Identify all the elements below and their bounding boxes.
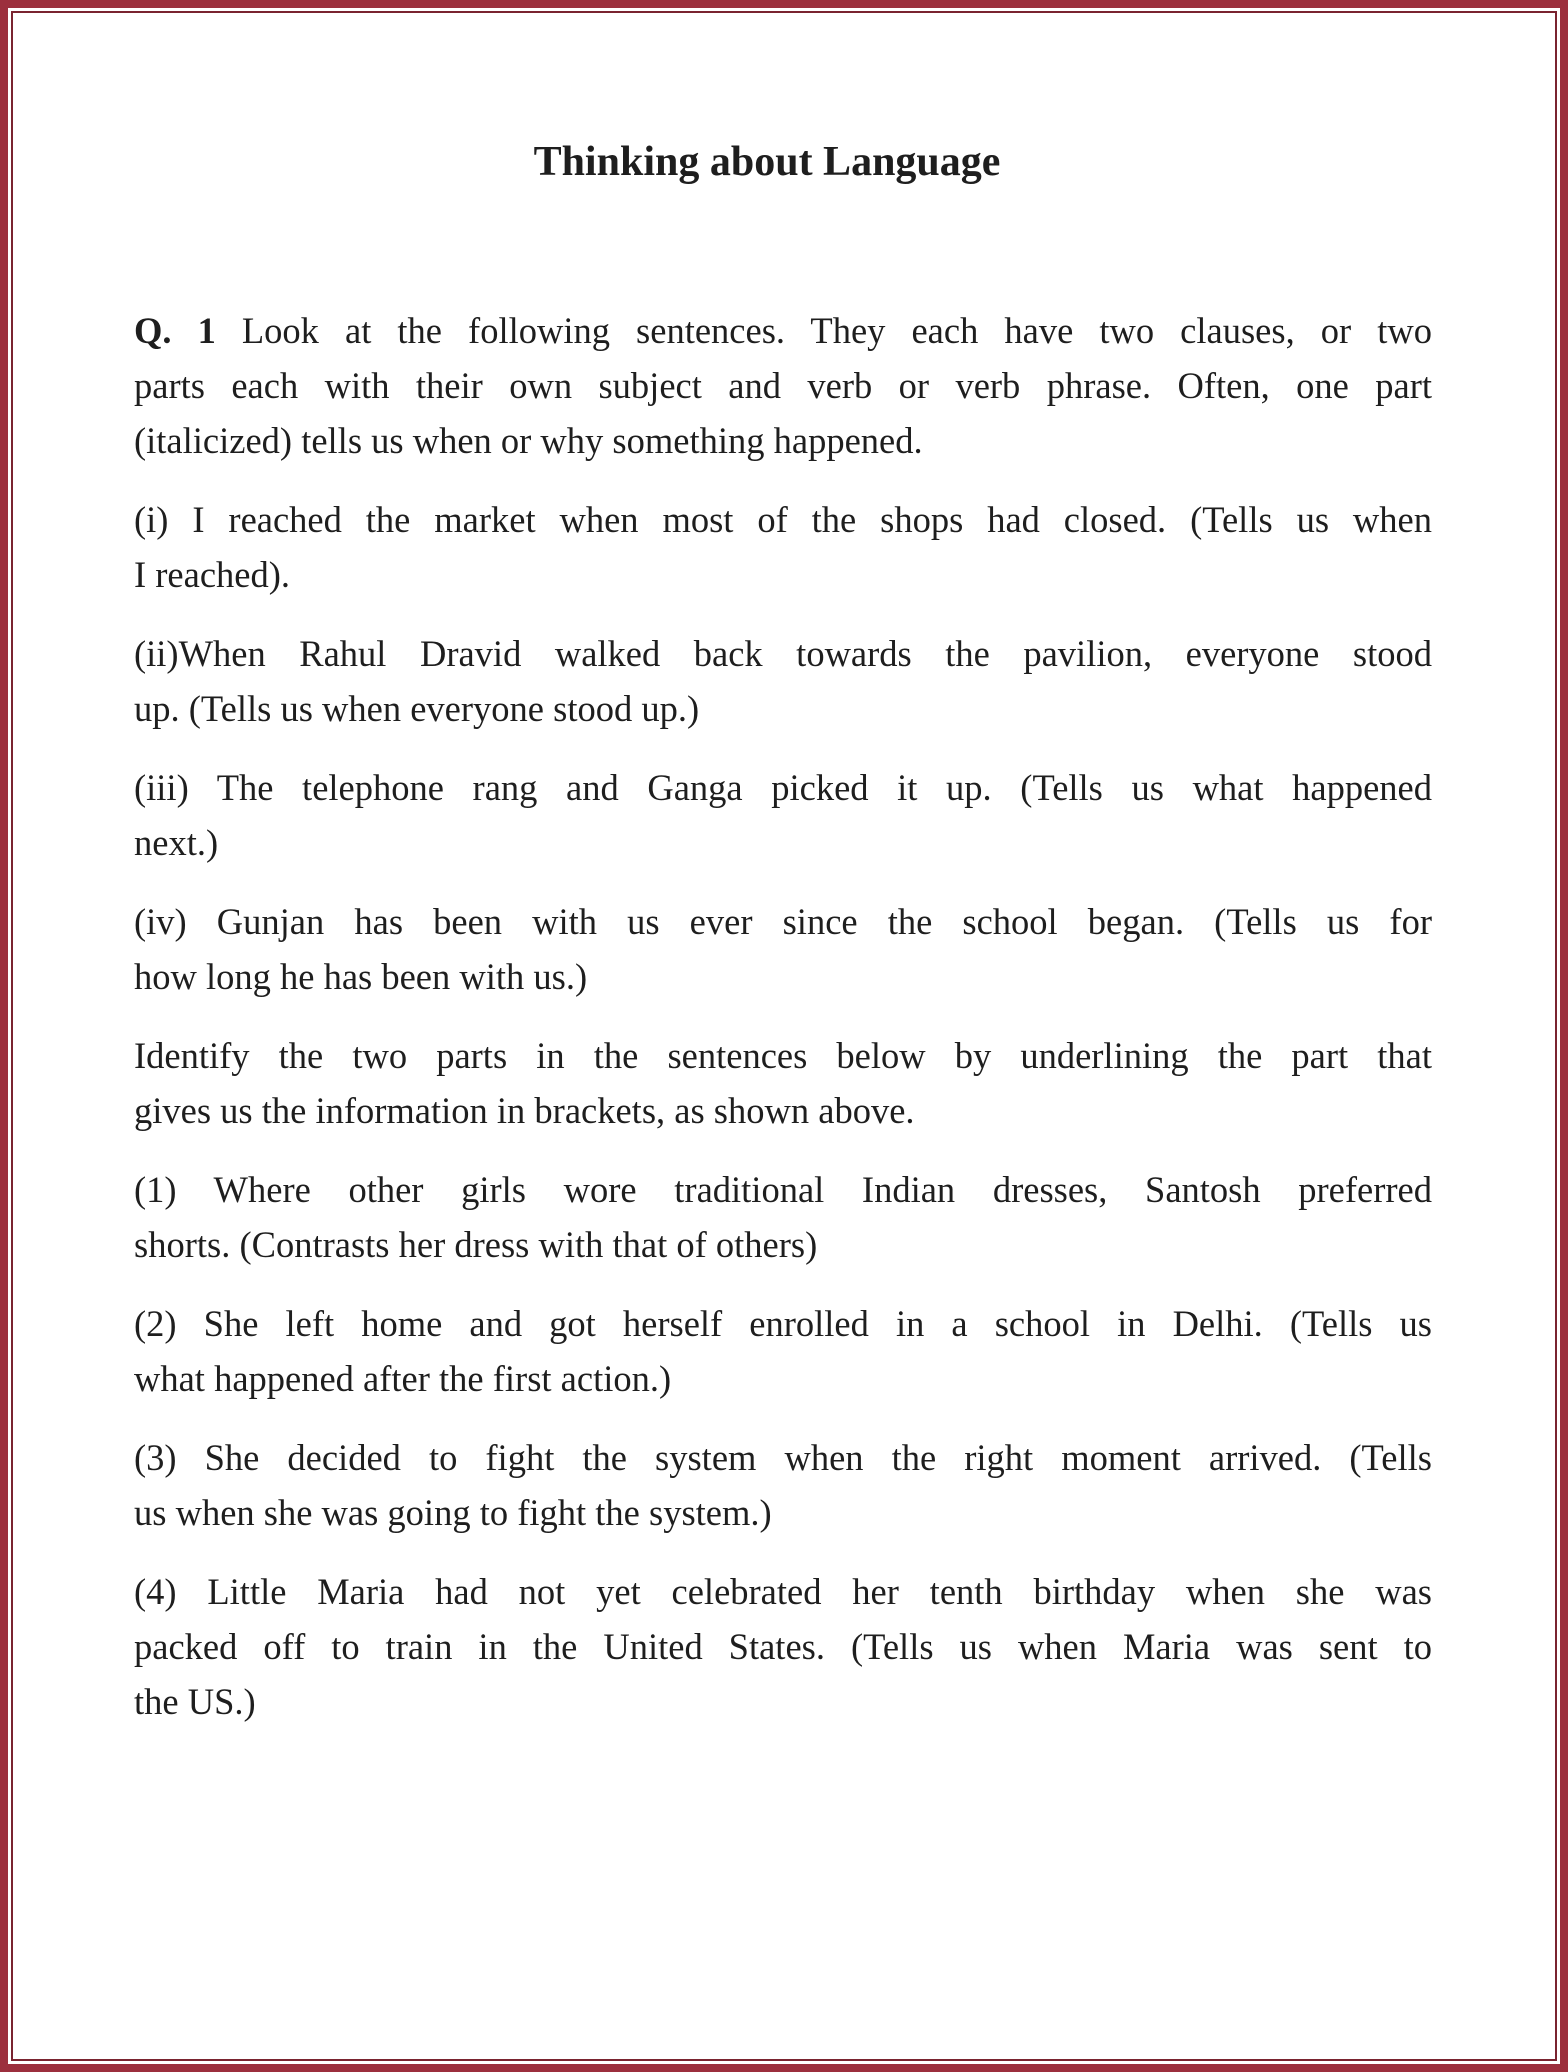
text-line-content: Identify the two parts in the sentences below by underlining the part that <box>134 1035 1432 1076</box>
paragraph <box>134 1162 1432 1272</box>
text-line-content: what happened after the first action.) <box>134 1358 672 1399</box>
text-line-content: (4) Little Maria had not yet celebrated her tenth birthday when she was <box>134 1571 1432 1612</box>
paragraph <box>134 492 1432 602</box>
text-line-content: us when she was going to fight the system.) <box>134 1492 772 1533</box>
text-line-content: up. (Tells us when everyone stood up.) <box>134 688 700 729</box>
text-line <box>134 1296 1432 1351</box>
paragraph <box>134 1296 1432 1406</box>
text-line-content: parts each with their own subject and verb or verb phrase. Often, one part <box>134 365 1432 406</box>
text-line <box>134 815 1432 870</box>
text-line <box>134 626 1432 681</box>
paragraph <box>134 894 1432 1004</box>
text-line <box>134 1485 1432 1540</box>
paragraph <box>134 626 1432 736</box>
text-line-content: (3) She decided to fight the system when the right moment arrived. (Tells <box>134 1437 1432 1478</box>
question-intro <box>134 303 1432 468</box>
text-line <box>134 303 1432 358</box>
text-line <box>134 492 1432 547</box>
page-title-text: Thinking about Language <box>533 139 1001 185</box>
text-line-content: I reached). <box>134 554 291 595</box>
text-line <box>134 1083 1432 1138</box>
paragraph <box>134 760 1432 870</box>
text-line-content: (i) I reached the market when most of the shops had closed. (Tells us when <box>134 499 1432 540</box>
paragraph <box>134 1028 1432 1138</box>
text-line-content: packed off to train in the United States. (Tells us when Maria was sent to <box>134 1626 1432 1667</box>
text-line <box>134 1619 1432 1674</box>
text-line <box>134 681 1432 736</box>
text-line-content: how long he has been with us.) <box>134 956 588 997</box>
text-line <box>134 547 1432 602</box>
text-line-content: (iii) The telephone rang and Ganga picked it up. (Tells us what happened <box>134 767 1432 808</box>
text-line <box>134 413 1432 468</box>
text-line-content: shorts. (Contrasts her dress with that of others) <box>134 1224 818 1265</box>
text-line <box>134 1430 1432 1485</box>
text-line <box>134 1674 1432 1729</box>
paragraph <box>134 1564 1432 1729</box>
text-line-content: (2) She left home and got herself enrolled in a school in Delhi. (Tells us <box>134 1303 1432 1344</box>
text-line-content: next.) <box>134 822 219 863</box>
text-line-content: (iv) Gunjan has been with us ever since the school began. (Tells us for <box>134 901 1432 942</box>
question-label: Q. 1 <box>134 310 216 351</box>
page-title <box>0 138 1568 186</box>
text-line-content: Look at the following sentences. They each have two clauses, or two <box>215 310 1432 351</box>
text-line <box>134 894 1432 949</box>
text-line <box>134 1564 1432 1619</box>
text-line-content: (ii)When Rahul Dravid walked back towards the pavilion, everyone stood <box>134 633 1432 674</box>
text-line-content: (1) Where other girls wore traditional Indian dresses, Santosh preferred <box>134 1169 1432 1210</box>
text-line <box>134 1351 1432 1406</box>
paragraph <box>134 1430 1432 1540</box>
text-line <box>134 760 1432 815</box>
text-line-content: gives us the information in brackets, as shown above. <box>134 1090 915 1131</box>
document-body <box>134 303 1432 1753</box>
text-line-content: the US.) <box>134 1681 256 1722</box>
text-line <box>134 358 1432 413</box>
text-line <box>134 1217 1432 1272</box>
text-line <box>134 949 1432 1004</box>
text-line <box>134 1028 1432 1083</box>
text-line <box>134 1162 1432 1217</box>
text-line-content: (italicized) tells us when or why something happened. <box>134 420 923 461</box>
